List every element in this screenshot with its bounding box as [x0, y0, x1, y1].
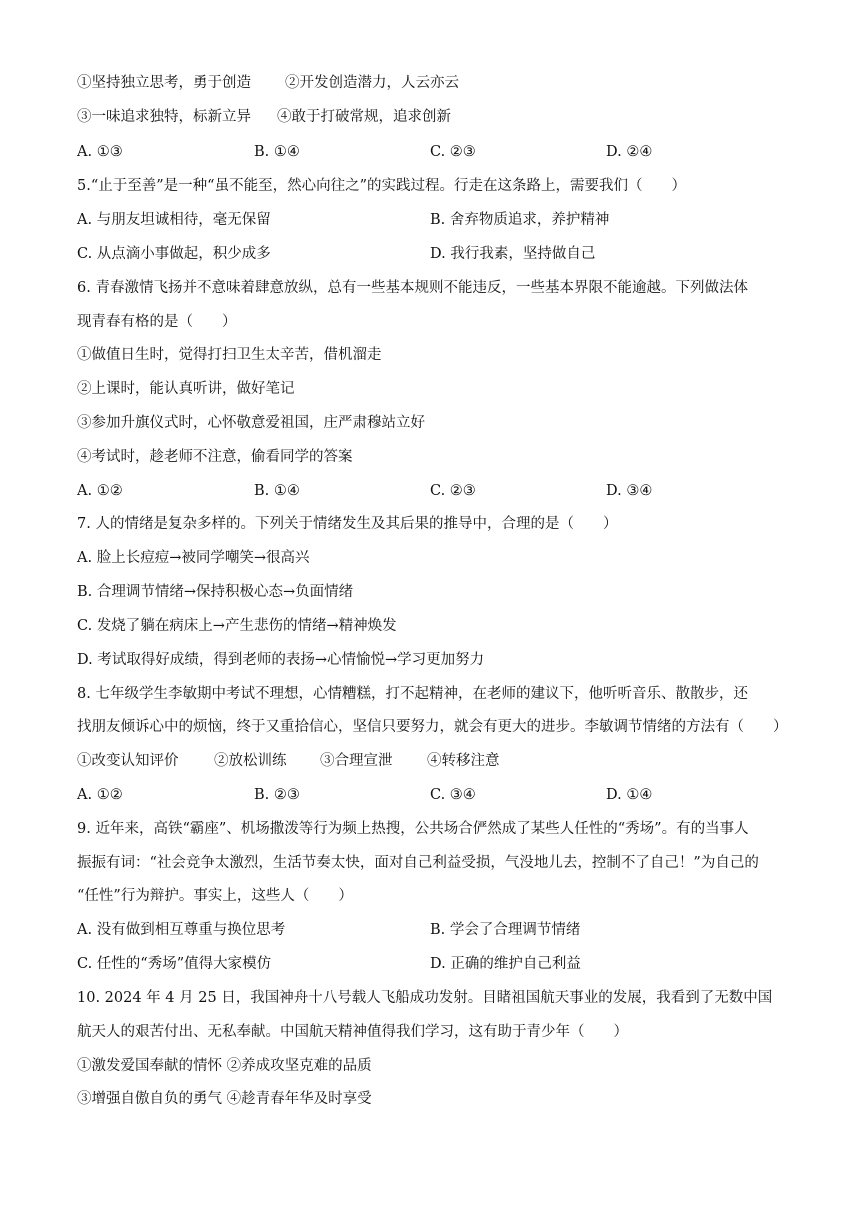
q6-stem-line-1: 6. 青春激情飞扬并不意味着肆意放纵，总有一些基本规则不能违反，一些基本界限不能逾越。下列做法体	[77, 280, 748, 296]
q4-statement-2: ②开发创造潜力，人云亦云	[285, 75, 459, 91]
q9-option-b[interactable]: B. 学会了合理调节情绪	[430, 922, 581, 938]
q8-stem-line-1: 8. 七年级学生李敏期中考试不理想，心情糟糕，打不起精神，在老师的建议下，他听听音乐、散散步，还	[77, 686, 748, 702]
q9-stem-line-3: “任性”行为辩护。事实上，这些人（ ）	[77, 888, 353, 904]
q7-option-d[interactable]: D. 考试取得好成绩，得到老师的表扬→心情愉悦→学习更加努力	[77, 652, 485, 668]
q7-stem: 7. 人的情绪是复杂多样的。下列关于情绪发生及其后果的推导中，合理的是（ ）	[77, 516, 618, 532]
q8-statement-1: ①改变认知评价	[77, 753, 179, 769]
q4-option-b[interactable]: B. ①④	[254, 144, 300, 160]
q4-statement-1: ①坚持独立思考，勇于创造	[77, 75, 251, 91]
q6-option-b[interactable]: B. ①④	[254, 483, 300, 499]
q8-stem-line-2: 找朋友倾诉心中的烦恼，终于又重拾信心，坚信只要努力，就会有更大的进步。李敏调节情绪的方法有（ ）	[77, 719, 788, 735]
q5-option-c[interactable]: C. 从点滴小事做起，积少成多	[77, 246, 271, 262]
q4-statement-4: ④敢于打破常规，追求创新	[277, 109, 451, 125]
q8-option-d[interactable]: D. ①④	[606, 787, 653, 803]
q9-stem-line-2: 振振有词：“社会竞争太激烈，生活节奏太快，面对自己利益受损，气没地儿去，控制不了自己！”为自己的	[77, 855, 759, 871]
q9-option-c[interactable]: C. 任性的“秀场”值得大家模仿	[77, 956, 272, 972]
q6-stem-line-2: 现青春有格的是（ ）	[77, 314, 237, 330]
q4-option-d[interactable]: D. ②④	[606, 144, 653, 160]
q8-option-c[interactable]: C. ③④	[430, 787, 476, 803]
q6-statement-1: ①做值日生时，觉得打扫卫生太辛苦，借机溜走	[77, 347, 382, 363]
q7-option-b[interactable]: B. 合理调节情绪→保持积极心态→负面情绪	[77, 584, 354, 600]
q6-statement-3: ③参加升旗仪式时，心怀敬意爱祖国，庄严肃穆站立好	[77, 415, 425, 431]
q9-option-a[interactable]: A. 没有做到相互尊重与换位思考	[77, 922, 286, 938]
q4-statements-row-2	[77, 107, 451, 127]
q9-stem-line-1: 9. 近年来，高铁“霸座”、机场撒泼等行为频上热搜，公共场合俨然成了某些人任性的“秀场”。有的当事人	[77, 821, 749, 837]
q4-statement-3: ③一味追求独特，标新立异	[77, 109, 251, 125]
q8-option-a[interactable]: A. ①②	[77, 787, 123, 803]
q8-option-b[interactable]: B. ②③	[254, 787, 300, 803]
q4-option-c[interactable]: C. ②③	[430, 144, 476, 160]
q6-option-c[interactable]: C. ②③	[430, 483, 476, 499]
q6-option-a[interactable]: A. ①②	[77, 483, 123, 499]
q10-stem-line-2: 航天人的艰苦付出、无私奉献。中国航天精神值得我们学习，这有助于青少年（ ）	[77, 1024, 628, 1040]
q8-statement-4: ④转移注意	[427, 753, 500, 769]
q5-option-d[interactable]: D. 我行我素，坚持做自己	[430, 246, 596, 262]
q5-option-a[interactable]: A. 与朋友坦诚相待，毫无保留	[77, 212, 271, 228]
q7-option-a[interactable]: A. 脸上长痘痘→被同学嘲笑→很高兴	[77, 550, 310, 566]
q6-statement-4: ④考试时，趁老师不注意，偷看同学的答案	[77, 449, 353, 465]
q10-statements-1-2: ①激发爱国奉献的情怀 ②养成攻坚克难的品质	[77, 1058, 372, 1074]
q10-stem-line-1: 10. 2024 年 4 月 25 日，我国神舟十八号载人飞船成功发射。目睹祖国航天事业的发展，我看到了无数中国	[77, 990, 773, 1006]
q8-statement-3: ③合理宣泄	[320, 753, 393, 769]
q7-option-c[interactable]: C. 发烧了躺在病床上→产生悲伤的情绪→精神焕发	[77, 618, 397, 634]
q5-stem: 5.“止于至善”是一种“虽不能至，然心向往之”的实践过程。行走在这条路上，需要我们（ ）	[77, 178, 686, 194]
q10-statements-3-4: ③增强自傲自负的勇气 ④趁青春年华及时享受	[77, 1091, 372, 1107]
q6-statement-2: ②上课时，能认真听讲，做好笔记	[77, 381, 295, 397]
q8-statement-2: ②放松训练	[214, 753, 287, 769]
q6-option-d[interactable]: D. ③④	[606, 483, 653, 499]
q4-option-a[interactable]: A. ①③	[77, 144, 123, 160]
q5-option-b[interactable]: B. 舍弃物质追求，养护精神	[430, 212, 610, 228]
q9-option-d[interactable]: D. 正确的维护自己利益	[430, 956, 581, 972]
q4-statements-row-1	[77, 73, 459, 93]
